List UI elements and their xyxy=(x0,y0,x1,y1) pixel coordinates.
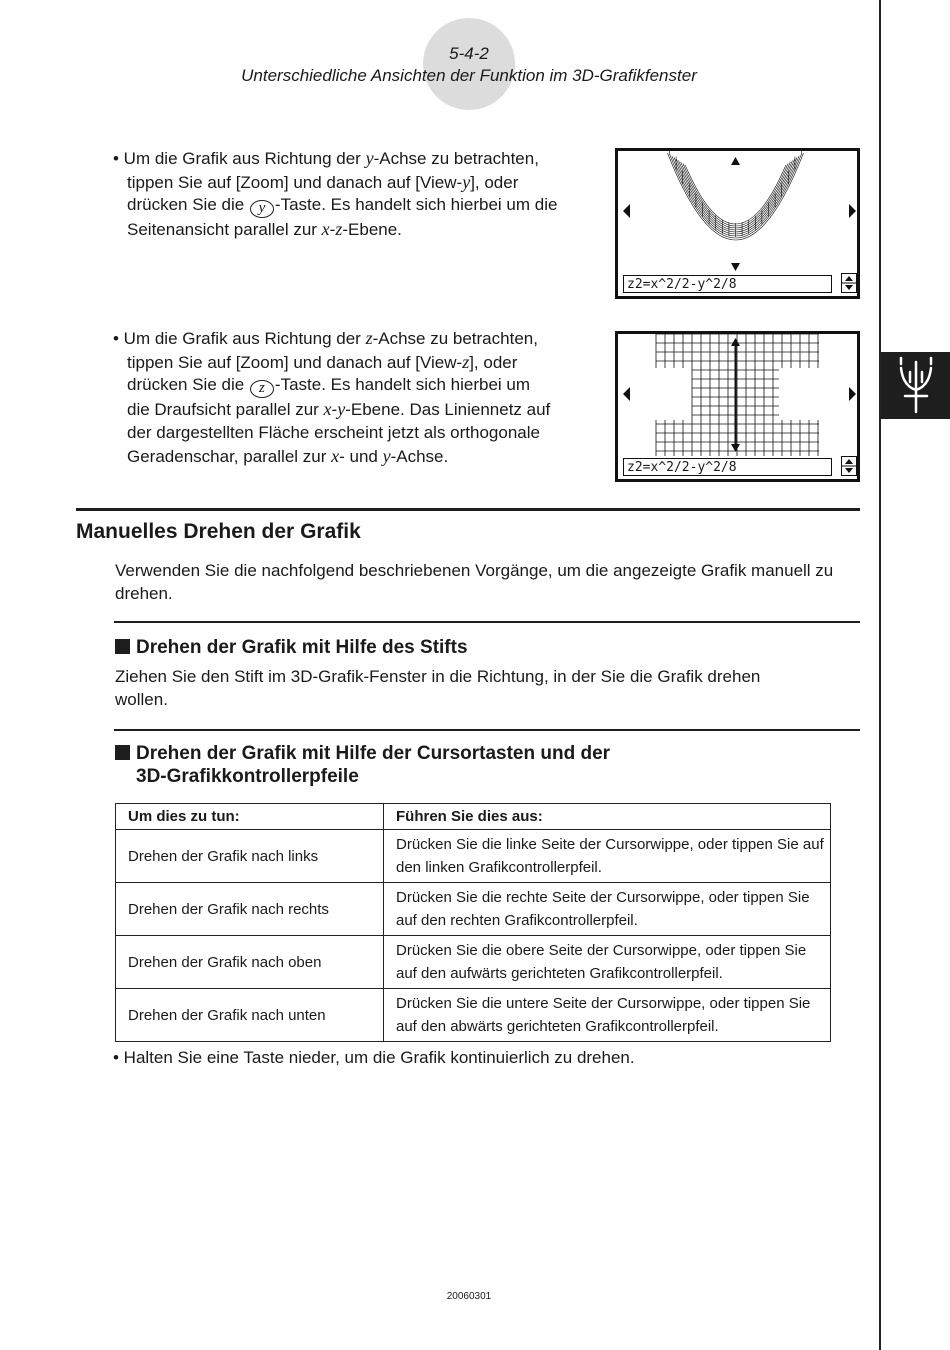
text: - xyxy=(331,400,338,420)
text: -Achse zu betrachten, xyxy=(372,329,538,348)
formula-field[interactable]: z2=x^2/2-y^2/8 xyxy=(623,458,832,476)
text: - und xyxy=(339,446,383,466)
table-cell-instruction: Drücken Sie die linke Seite der Cursorwippe, oder tippen Sie auf den linken Grafikcontrollerpfeil. xyxy=(384,830,831,883)
text: der dargestellten Fläche erscheint jetzt als orthogonale xyxy=(127,423,540,443)
text: • Um die Grafik aus Richtung der xyxy=(113,149,366,168)
table-row xyxy=(116,830,831,883)
text: -Ebene. Das Liniennetz auf xyxy=(345,400,551,420)
surface-plot-top xyxy=(618,334,857,456)
graph-3d-icon xyxy=(881,352,950,419)
arrow-left-icon xyxy=(623,204,630,218)
subsection-rule xyxy=(114,729,860,731)
formula-field[interactable]: z2=x^2/2-y^2/8 xyxy=(623,275,832,293)
text: ], oder xyxy=(470,172,519,192)
y-key-icon: y xyxy=(250,200,274,218)
text: tippen Sie auf [Zoom] und danach auf [View- xyxy=(127,352,463,372)
bullet-view-z xyxy=(113,327,608,469)
table-row xyxy=(116,883,831,936)
operations-table xyxy=(115,803,831,1042)
text: -Ebene. xyxy=(342,220,402,240)
text: 3D-Grafikkontrollerpfeile xyxy=(136,766,359,787)
table-cell-action: Drehen der Grafik nach oben xyxy=(116,936,384,989)
text: • Um die Grafik aus Richtung der xyxy=(113,329,366,348)
axis-var: x xyxy=(321,219,330,240)
table-row xyxy=(116,936,831,989)
table-cell-action: Drehen der Grafik nach links xyxy=(116,830,384,883)
subsection-text-pen: Ziehen Sie den Stift im 3D-Grafik-Fenster in die Richtung, in der Sie die Grafik drehen wollen. xyxy=(115,667,761,709)
table-cell-instruction: Drücken Sie die obere Seite der Cursorwippe, oder tippen Sie auf den aufwärts gerichteten Grafikcontrollerpfeil. xyxy=(384,936,831,989)
axis-var: y xyxy=(462,171,471,192)
axis-var: y xyxy=(365,148,374,168)
subsection-title-cursor xyxy=(115,742,610,788)
text: drücken Sie die xyxy=(127,375,249,395)
page-number: 5-4-2 xyxy=(449,44,489,63)
bullet-view-y xyxy=(113,147,603,242)
z-key-icon: z xyxy=(250,380,274,398)
table-cell-instruction: Drücken Sie die rechte Seite der Cursorwippe, oder tippen Sie auf den rechten Grafikcontrollerpfeil. xyxy=(384,883,831,936)
graph-screen-y-view xyxy=(615,148,860,299)
surface-plot-side xyxy=(618,151,857,273)
arrow-right-icon xyxy=(849,387,856,401)
arrow-up-icon xyxy=(731,157,740,165)
subsection-rule xyxy=(114,621,860,623)
axis-var: y xyxy=(337,399,346,420)
note-hold-key: • Halten Sie eine Taste nieder, um die Grafik kontinuierlich zu drehen. xyxy=(113,1048,635,1067)
square-bullet-icon xyxy=(115,745,130,760)
text: -Taste. Es handelt sich hierbei um die xyxy=(274,195,558,215)
axis-var: y xyxy=(382,445,391,466)
graph-screen-z-view xyxy=(615,331,860,482)
spin-arrows-icon[interactable] xyxy=(841,456,857,476)
chapter-tab xyxy=(881,352,950,419)
footer-code: 20060301 xyxy=(446,1291,492,1302)
arrow-down-icon xyxy=(731,263,740,271)
section-rule xyxy=(76,508,860,511)
axis-var: x xyxy=(323,399,332,420)
text: -Achse zu betrachten, xyxy=(373,149,539,168)
spin-arrows-icon[interactable] xyxy=(841,273,857,293)
axis-var: z xyxy=(462,351,470,372)
table-cell-action: Drehen der Grafik nach rechts xyxy=(116,883,384,936)
subsection-title-pen xyxy=(115,636,468,659)
column-header: Führen Sie dies aus: xyxy=(384,804,831,830)
text: die Draufsicht parallel zur xyxy=(127,400,324,420)
table-row xyxy=(116,989,831,1042)
text: Drehen der Grafik mit Hilfe des Stifts xyxy=(136,637,468,658)
table-header-row xyxy=(116,804,831,830)
page-edge-rule xyxy=(879,0,881,1350)
text: Drehen der Grafik mit Hilfe der Cursortasten und der xyxy=(136,743,611,764)
section-intro: Verwenden Sie die nachfolgend beschriebenen Vorgänge, um die angezeigte Grafik manuell zu drehen. xyxy=(115,561,834,603)
page-title: Unterschiedliche Ansichten der Funktion im 3D-Grafikfenster xyxy=(241,66,697,85)
column-header: Um dies zu tun: xyxy=(116,804,384,830)
arrow-left-icon xyxy=(623,387,630,401)
arrow-right-icon xyxy=(849,204,856,218)
axis-var: x xyxy=(331,445,340,466)
text: - xyxy=(329,220,336,240)
axis-var: z xyxy=(335,219,343,240)
text: -Achse. xyxy=(390,446,449,466)
text: Geradenschar, parallel zur xyxy=(127,446,332,466)
header-circle xyxy=(423,18,515,110)
text: Seitenansicht parallel zur xyxy=(127,220,322,240)
table-cell-instruction: Drücken Sie die untere Seite der Cursorwippe, oder tippen Sie auf den abwärts gerichteten Grafikcontrollerpfeil. xyxy=(384,989,831,1042)
text: ], oder xyxy=(469,352,518,372)
text: tippen Sie auf [Zoom] und danach auf [View- xyxy=(127,172,463,192)
section-title: Manuelles Drehen der Grafik xyxy=(76,520,361,543)
square-bullet-icon xyxy=(115,639,130,654)
axis-var: z xyxy=(365,328,373,348)
text: drücken Sie die xyxy=(127,195,249,215)
text: -Taste. Es handelt sich hierbei um xyxy=(274,375,531,395)
table-cell-action: Drehen der Grafik nach unten xyxy=(116,989,384,1042)
arrow-up-icon xyxy=(731,338,740,346)
